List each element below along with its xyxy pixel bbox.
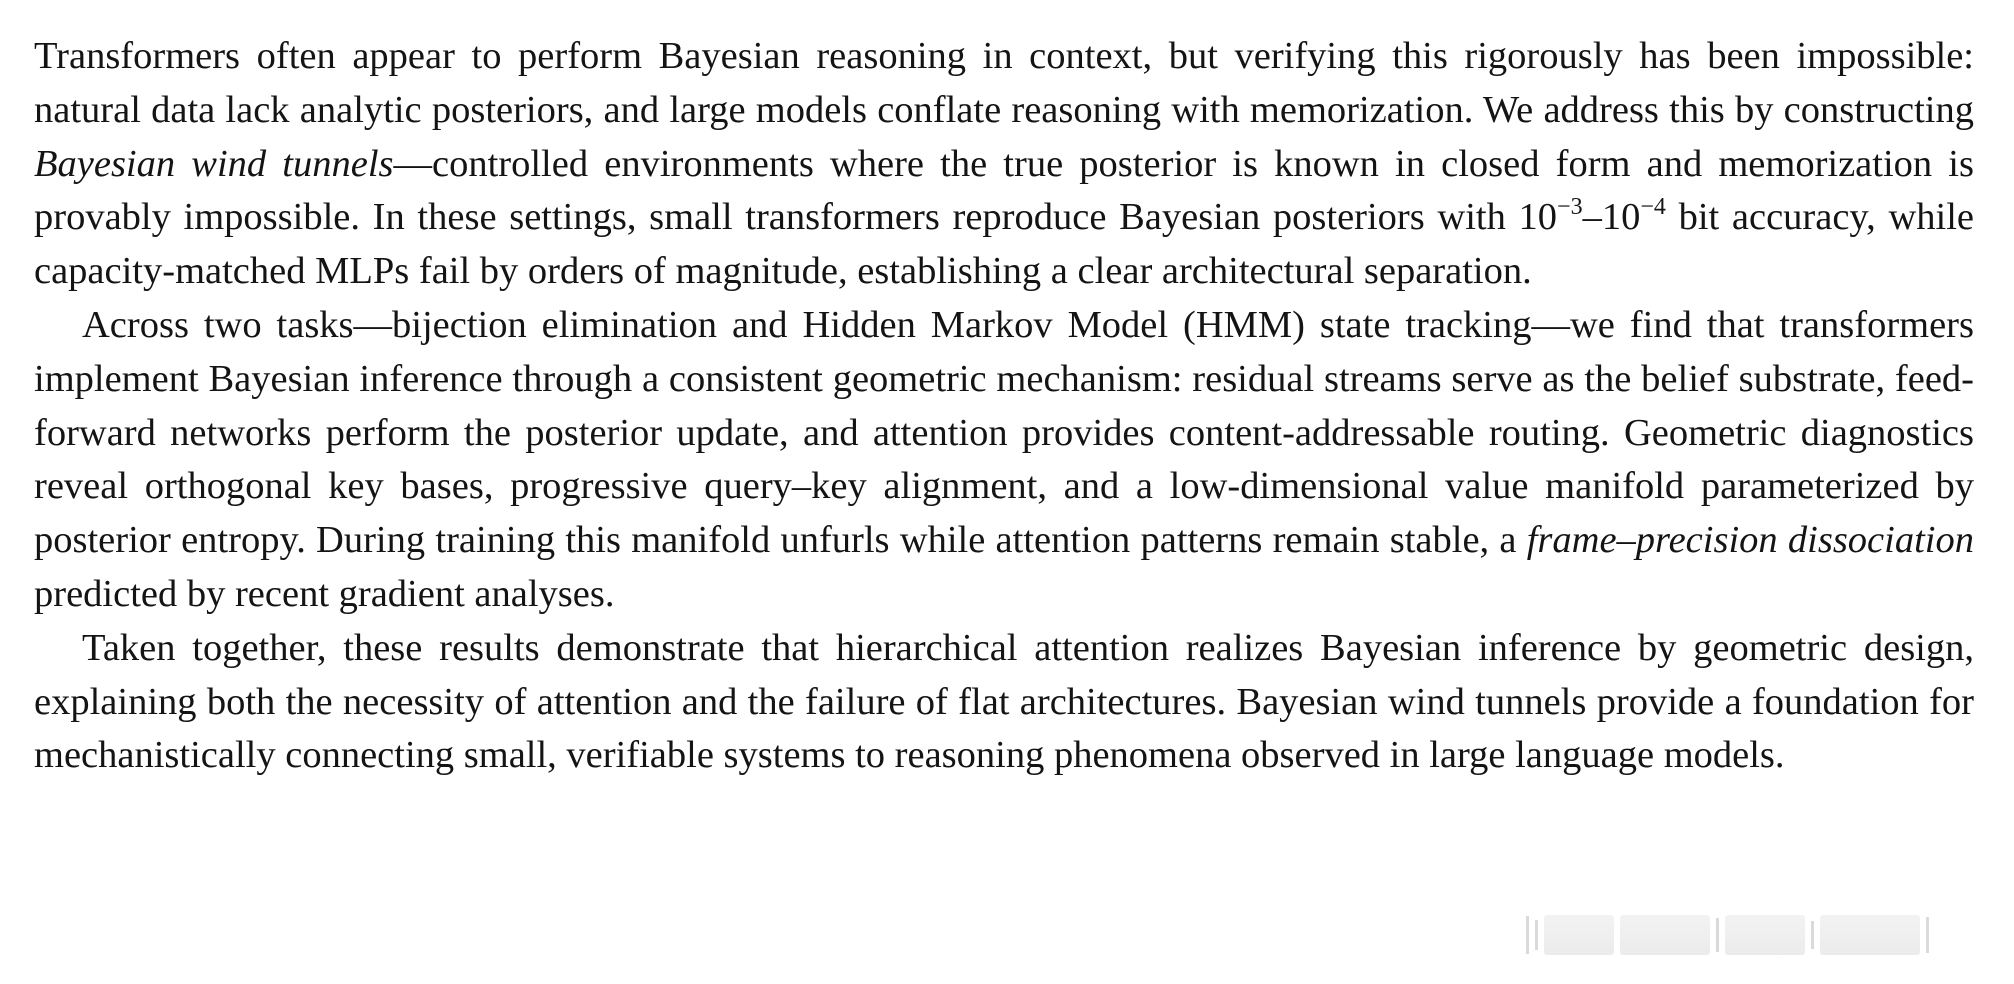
paragraph-1-text-c: –10	[1582, 196, 1641, 239]
watermark-graphic	[1526, 906, 1996, 964]
watermark-bar	[1716, 918, 1719, 952]
watermark-block	[1820, 915, 1920, 955]
paragraph-1-text-a: Transformers often appear to perform Bayesian reasoning in context, but verifying this rigorously has been impossible: natural data lack analytic posteriors, and large models conflate reasoning with memorization. We address this by constructing	[34, 35, 1974, 131]
exponent-neg4: −4	[1640, 193, 1666, 220]
paragraph-2-text-a: Across two tasks—bijection elimination and Hidden Markov Model (HMM) state tracking—we find that transformers implement Bayesian inference through a consistent geometric mechanism: residual streams serve as the belief substrate, feed-forward networks perform the posterior update, and attention provides content-addressable routing. Geometric diagnostics reveal orthogonal key bases, progressive query–key alignment, and a low-dimensional value manifold parameterized by posterior entropy. During training this manifold unfurls while attention patterns remain stable, a	[34, 303, 1974, 562]
paragraph-1	[34, 30, 1974, 299]
paragraph-1-text-d: bit accuracy, while capacity-matched MLPs fail by orders of magnitude, establishing a clear architectural separation.	[34, 196, 1974, 293]
paragraph-2-term-frame-precision-dissociation: frame–precision dissociation	[1526, 519, 1974, 562]
paragraph-2-text-b: predicted by recent gradient analyses.	[34, 572, 615, 615]
watermark-block	[1725, 915, 1805, 955]
watermark-bar	[1926, 917, 1929, 953]
watermark-bar	[1811, 921, 1814, 949]
paragraph-3	[34, 622, 1974, 783]
paragraph-3-text: Taken together, these results demonstrate that hierarchical attention realizes Bayesian inference by geometric design, explaining both the necessity of attention and the failure of flat architectures. Bayesian wind tunnels provide a foundation for mechanistically connecting small, verifiable systems to reasoning phenomena observed in large language models.	[34, 626, 1974, 777]
paragraph-1-term-bayesian-wind-tunnels: Bayesian wind tunnels	[34, 142, 394, 185]
paragraph-1-text-b: —controlled environments where the true posterior is known in closed form and memorization is provably impossible. In these settings, small transformers reproduce Bayesian posteriors with 10	[34, 142, 1974, 239]
watermark-bar	[1526, 916, 1529, 954]
watermark-bar	[1535, 920, 1538, 950]
paragraph-2	[34, 299, 1974, 622]
abstract-body	[34, 30, 1974, 783]
watermark-block	[1620, 915, 1710, 955]
exponent-neg3: −3	[1557, 193, 1583, 220]
watermark-block	[1544, 915, 1614, 955]
